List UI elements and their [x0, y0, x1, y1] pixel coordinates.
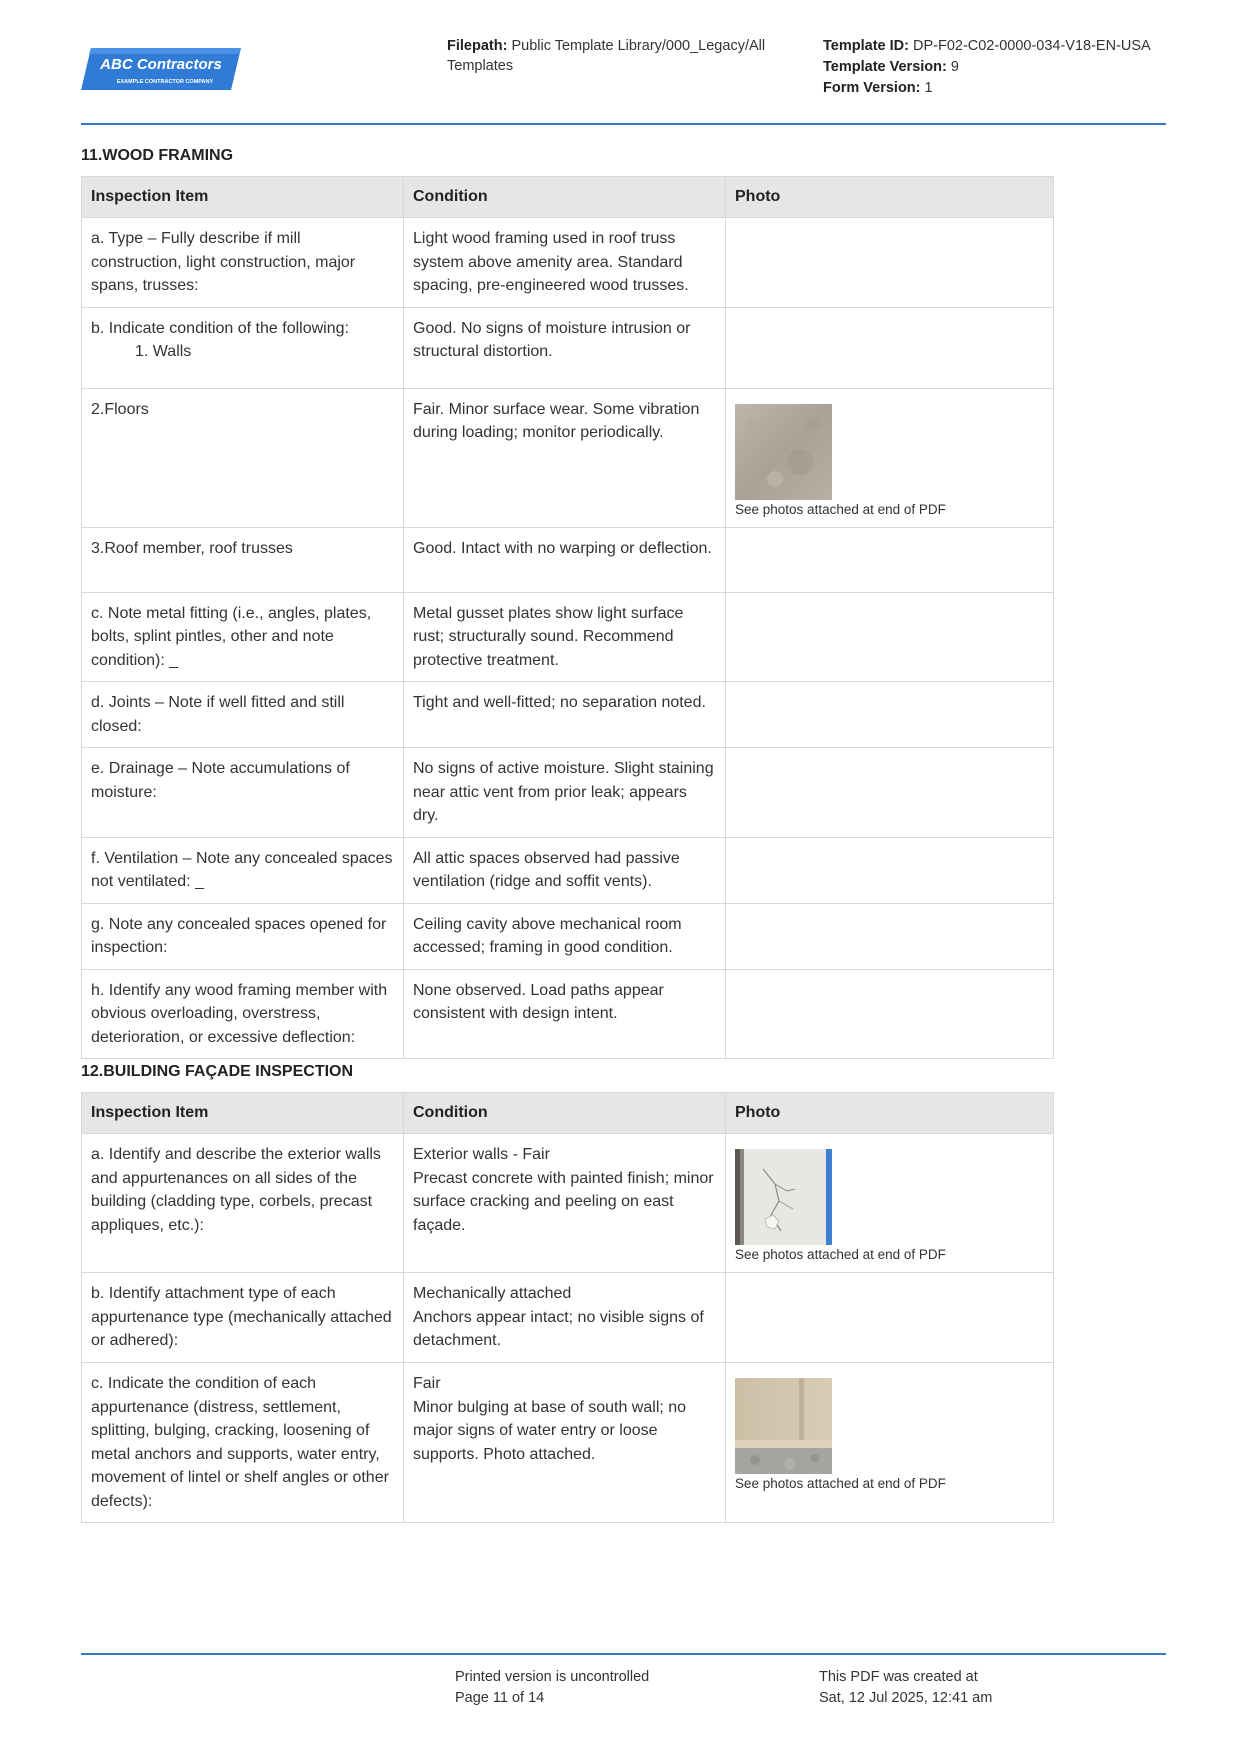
condition-text: [404, 1273, 726, 1363]
column-header-item: Inspection Item: [82, 177, 404, 218]
condition-text: Fair. Minor surface wear. Some vibration during loading; monitor periodically.: [404, 388, 726, 527]
table-row: [82, 592, 1054, 682]
filepath: [447, 36, 777, 76]
section-title-wood-framing: 11.WOOD FRAMING: [81, 147, 234, 164]
section-title-facade-inspection: 12.BUILDING FAÇADE INSPECTION: [81, 1063, 354, 1080]
condition-text: Tight and well-fitted; no separation noted.: [404, 682, 726, 748]
table-row: [82, 837, 1054, 903]
photo-cell: [726, 218, 1054, 308]
condition-text: Good. Intact with no warping or deflection.: [404, 527, 726, 592]
condition-detail: Anchors appear intact; no visible signs of detachment.: [413, 1308, 704, 1349]
condition-text: [404, 1363, 726, 1523]
photo-cell: [726, 1134, 1054, 1273]
page-header: [81, 36, 1166, 124]
template-id-value: DP-F02-C02-0000-034-V18-EN-USA: [912, 38, 1151, 54]
photo-cell: [726, 388, 1054, 527]
photo-cell: [726, 682, 1054, 748]
inspection-item: b. Identify attachment type of each appurtenance type (mechanically attached or adhered):: [82, 1273, 404, 1363]
table-row: [82, 388, 1054, 527]
table-row: [82, 903, 1054, 969]
inspection-item: h. Identify any wood framing member with obvious overloading, overstress, deterioration, or excessive deflection:: [82, 969, 404, 1059]
inspection-item: c. Indicate the condition of each appurtenance (distress, settlement, splitting, bulging, cracking, loosening of metal anchors and supports, water entry, movement of lintel or shelf angles or other defects):: [82, 1363, 404, 1523]
table-row: [82, 969, 1054, 1059]
condition-text: No signs of active moisture. Slight staining near attic vent from prior leak; appears dry.: [404, 748, 726, 838]
column-header-photo: Photo: [726, 177, 1054, 218]
photo-cell: [726, 592, 1054, 682]
filepath-label: Filepath:: [447, 38, 508, 54]
filepath-value: Public Template Library/000_Legacy/All Templates: [447, 38, 766, 74]
inspection-item-text: b. Indicate condition of the following:: [91, 319, 349, 337]
form-version-label: Form Version:: [823, 80, 921, 96]
created-label: This PDF was created at: [819, 1669, 978, 1685]
condition-detail: Minor bulging at base of south wall; no major signs of water entry or loose supports. Photo attached.: [413, 1398, 687, 1463]
column-header-condition: Condition: [404, 177, 726, 218]
template-id-label: Template ID:: [823, 38, 909, 54]
wood-framing-table: [81, 176, 1054, 1059]
page-number: Page 11 of 14: [455, 1690, 545, 1706]
table-row: [82, 1273, 1054, 1363]
column-header-photo: Photo: [726, 1093, 1054, 1134]
table-header-row: [82, 177, 1054, 218]
created-timestamp: Sat, 12 Jul 2025, 12:41 am: [819, 1690, 993, 1706]
photo-caption: See photos attached at end of PDF: [735, 1476, 946, 1491]
template-version-label: Template Version:: [823, 59, 947, 75]
condition-rating: Mechanically attached: [413, 1285, 572, 1302]
inspection-item: a. Type – Fully describe if mill construction, light construction, major spans, trusses:: [82, 218, 404, 308]
photo-caption: See photos attached at end of PDF: [735, 501, 946, 517]
template-meta: [823, 36, 1163, 99]
inspection-item: d. Joints – Note if well fitted and still closed:: [82, 682, 404, 748]
condition-text: [404, 1134, 726, 1273]
photo-cell: [726, 748, 1054, 838]
logo-name: ABC Contractors: [100, 56, 222, 73]
uncontrolled-notice: Printed version is uncontrolled: [455, 1669, 650, 1685]
inspection-item: a. Identify and describe the exterior walls and appurtenances on all sides of the building (cladding type, corbels, precast appliques, etc.):: [82, 1134, 404, 1273]
inspection-item: 2.Floors: [82, 388, 404, 527]
condition-text: None observed. Load paths appear consistent with design intent.: [404, 969, 726, 1059]
photo-cell: [726, 969, 1054, 1059]
inspection-item: e. Drainage – Note accumulations of moisture:: [82, 748, 404, 838]
condition-rating: Exterior walls - Fair: [413, 1146, 550, 1163]
table-row: [82, 748, 1054, 838]
inspection-subitem: 1. Walls: [135, 343, 192, 360]
south-wall-photo[interactable]: [735, 1378, 832, 1474]
form-version-value: 1: [924, 80, 933, 96]
template-version-value: 9: [950, 59, 959, 75]
table-header-row: [82, 1093, 1054, 1134]
condition-rating: Fair: [413, 1375, 441, 1392]
inspection-item: 3.Roof member, roof trusses: [82, 527, 404, 592]
photo-cell: [726, 307, 1054, 388]
logo-tagline: EXAMPLE CONTRACTOR COMPANY: [116, 79, 214, 85]
condition-text: Light wood framing used in roof truss system above amenity area. Standard spacing, pre-engineered wood trusses.: [404, 218, 726, 308]
table-row: [82, 307, 1054, 388]
exterior-wall-photo[interactable]: [735, 1149, 832, 1245]
photo-cell: [726, 1363, 1054, 1523]
photo-cell: [726, 527, 1054, 592]
company-logo: [81, 46, 241, 92]
inspection-item: g. Note any concealed spaces opened for inspection:: [82, 903, 404, 969]
photo-cell: [726, 903, 1054, 969]
photo-cell: [726, 1273, 1054, 1363]
print-notice: [455, 1667, 649, 1709]
header-divider: [81, 123, 1166, 125]
condition-text: Good. No signs of moisture intrusion or structural distortion.: [404, 307, 726, 388]
photo-caption: See photos attached at end of PDF: [735, 1247, 946, 1262]
table-row: [82, 218, 1054, 308]
condition-text: Ceiling cavity above mechanical room accessed; framing in good condition.: [404, 903, 726, 969]
form-version: [823, 78, 1163, 99]
table-row: [82, 1134, 1054, 1273]
footer-divider: [81, 1653, 1166, 1655]
condition-text: Metal gusset plates show light surface rust; structurally sound. Recommend protective treatment.: [404, 592, 726, 682]
condition-detail: Precast concrete with painted finish; minor surface cracking and peeling on east façade.: [413, 1169, 714, 1234]
floor-photo[interactable]: [735, 404, 832, 500]
condition-text: All attic spaces observed had passive ventilation (ridge and soffit vents).: [404, 837, 726, 903]
column-header-item: Inspection Item: [82, 1093, 404, 1134]
inspection-item: [82, 307, 404, 388]
facade-inspection-table: [81, 1092, 1054, 1523]
table-row: [82, 1363, 1054, 1523]
inspection-item: f. Ventilation – Note any concealed spaces not ventilated: _: [82, 837, 404, 903]
photo-cell: [726, 837, 1054, 903]
table-row: [82, 682, 1054, 748]
table-row: [82, 527, 1054, 592]
template-id: [823, 36, 1163, 57]
template-version: [823, 57, 1163, 78]
created-notice: [819, 1667, 992, 1709]
inspection-item: c. Note metal fitting (i.e., angles, plates, bolts, splint pintles, other and note condition): _: [82, 592, 404, 682]
column-header-condition: Condition: [404, 1093, 726, 1134]
